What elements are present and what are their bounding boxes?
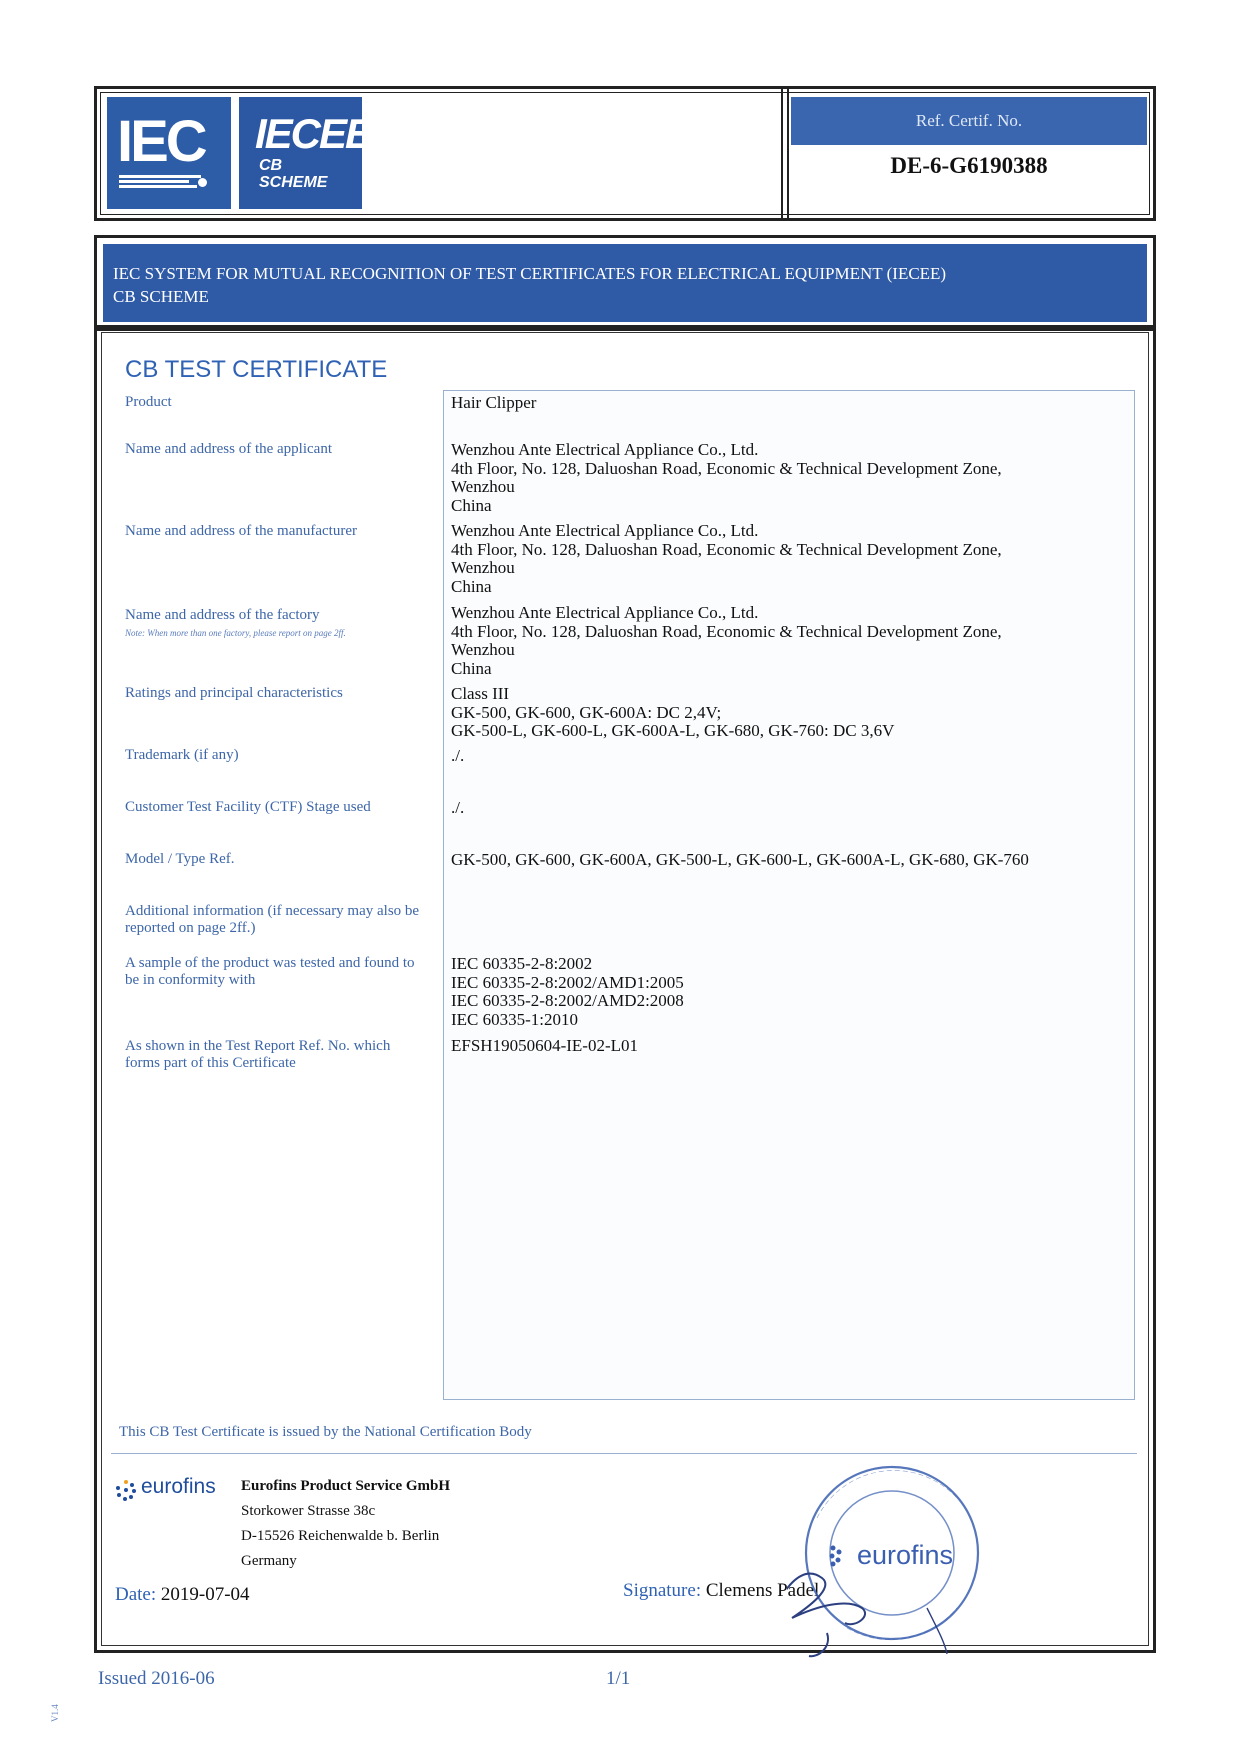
ratings-value [451,685,1131,741]
manufacturer-line: Wenzhou [451,558,515,577]
ncb-address-line: Storkower Strasse 38c [241,1503,376,1519]
system-band-fill [103,244,1147,322]
system-title-line1: IEC SYSTEM FOR MUTUAL RECOGNITION OF TEST CERTIFICATES FOR ELECTRICAL EQUIPMENT (IECEE) [113,264,947,283]
handwritten-signature [787,1574,865,1657]
certificate-body [94,325,1156,1653]
iecee-logo-text: IECEE [255,110,372,157]
ref-certif-label: Ref. Certif. No. [791,97,1147,145]
ratings-line: GK-500, GK-600, GK-600A: DC 2,4V; [451,702,722,722]
header-divider [781,89,789,218]
issued-date: Issued 2016-06 [98,1668,215,1689]
date-field [115,1584,250,1606]
model-value: GK-500, GK-600, GK-600A, GK-500-L, GK-600-L, GK-600A-L, GK-680, GK-760 [451,850,1029,869]
standard-line: IEC 60335-2-8:2002/AMD2:2008 [451,991,684,1010]
iecee-cb-scheme-logo [231,97,372,209]
manufacturer-line: 4th Floor, No. 128, Daluoshan Road, Economic & Technical Development Zone, [451,539,1002,559]
ctf-label: Customer Test Facility (CTF) Stage used [125,799,371,815]
signature-label: Signature: [623,1580,702,1601]
system-title-line2: CB SCHEME [113,287,209,306]
ctf-value: ./. [451,798,465,817]
cb-logo-text: CB [259,157,283,174]
applicant-line: Wenzhou Ante Electrical Appliance Co., Ltd. [451,440,759,459]
conformity-value [451,955,1131,1029]
product-label: Product [125,394,172,410]
ratings-label: Ratings and principal characteristics [125,685,343,701]
iecee-system-band [94,235,1156,331]
standard-line: IEC 60335-2-8:2002 [451,954,593,973]
certificate-header [94,86,1156,221]
applicant-line: China [451,495,492,515]
applicant-line: 4th Floor, No. 128, Daluoshan Road, Economic & Technical Development Zone, [451,458,1002,478]
iec-logo-bars-icon [119,175,207,189]
page-number: 1/1 [606,1668,631,1689]
factory-value [451,604,1131,678]
iec-logo-text: IEC [117,109,205,174]
product-value-line: Hair Clipper [451,393,537,412]
system-title [113,262,946,308]
applicant-label: Name and address of the applicant [125,441,333,457]
trademark-label: Trademark (if any) [125,747,239,763]
applicant-line: Wenzhou [451,477,515,496]
issued-by-text: This CB Test Certificate is issued by the National Certification Body [119,1424,532,1440]
factory-line: Wenzhou [451,640,515,659]
manufacturer-value [451,522,1131,596]
certificate-title: CB TEST CERTIFICATE [125,356,388,383]
ncb-address-line: Germany [241,1553,297,1569]
manufacturer-label: Name and address of the manufacturer [125,523,357,539]
trademark-value: ./. [451,746,465,765]
applicant-value [451,441,1131,515]
additional-info-label: Additional information (if necessary may also be reported on page 2ff.) [125,903,420,936]
ncb-address [241,1474,450,1574]
stamp-logo-text: eurofins [856,1540,954,1570]
ratings-line: GK-500-L, GK-600-L, GK-600A-L, GK-680, GK-760: DC 3,6V [451,721,895,740]
footer-separator [111,1453,1137,1454]
test-report-label: As shown in the Test Report Ref. No. which forms part of this Certificate [125,1038,391,1071]
scheme-logo-text: SCHEME [259,174,328,191]
date-label: Date: [115,1584,157,1605]
standard-line: IEC 60335-1:2010 [451,1009,579,1029]
ref-certif-number: DE-6-G6190388 [890,153,1048,178]
cb-scheme-logo-text [259,157,327,191]
eurofins-dots-icon [115,1479,137,1501]
factory-line: 4th Floor, No. 128, Daluoshan Road, Economic & Technical Development Zone, [451,621,1002,641]
standard-line: IEC 60335-2-8:2002/AMD1:2005 [451,972,684,992]
form-version-code: V1.4 [50,1704,60,1722]
ratings-line: Class III [451,684,510,703]
model-label: Model / Type Ref. [125,851,235,867]
manufacturer-line: Wenzhou Ante Electrical Appliance Co., Ltd. [451,521,759,540]
manufacturer-line: China [451,576,492,596]
factory-note: Note: When more than one factory, please report on page 2ff. [125,628,346,638]
date-value: 2019-07-04 [160,1584,250,1605]
ncb-address-line: D-15526 Reichenwalde b. Berlin [241,1528,440,1544]
test-report-value: EFSH19050604-IE-02-L01 [451,1036,638,1055]
certification-stamp [787,1458,997,1658]
eurofins-logo-text: eurofins [141,1475,216,1498]
factory-line: Wenzhou Ante Electrical Appliance Co., Ltd. [451,603,759,622]
reference-box [791,97,1147,209]
conformity-label: A sample of the product was tested and found to be in conformity with [125,955,415,988]
product-value [451,394,1131,413]
ncb-name: Eurofins Product Service GmbH [241,1478,451,1494]
factory-line: China [451,658,492,678]
signature-name: Clemens Padel [705,1580,820,1601]
factory-label: Name and address of the factory [125,607,320,623]
eurofins-logo [115,1475,235,1503]
iec-iecee-logo [107,97,372,209]
